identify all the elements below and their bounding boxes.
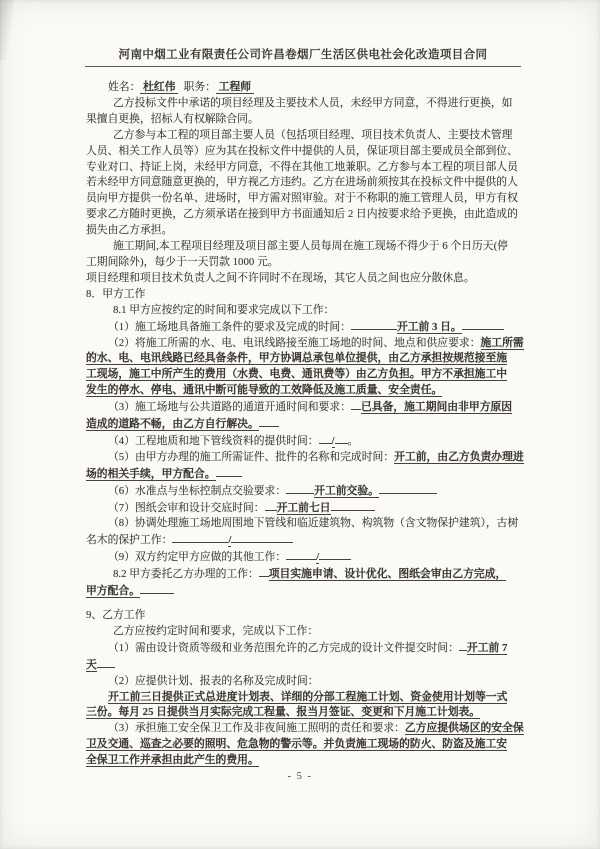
text-segment: （4）工程地质和地下管线资料的提供时间： [108,434,319,447]
filled-in-text: 乙方应提供场区的安全保 [404,722,524,735]
document-line [86,175,524,191]
text-segment: （9）双方约定甲方应做的其他工作： [108,551,287,564]
text-segment: （2）应提供计划、报表的名称及完成时间： [108,674,319,687]
document-body [86,80,524,769]
blank-underline [319,549,351,560]
document-line [86,96,524,112]
document-line [86,128,524,144]
document-line [86,223,524,239]
filled-in-text: 造成的道路不畅，由乙方自行解决。 [86,418,259,431]
document-line [86,566,524,583]
document-line [86,287,524,303]
blank-underline [335,433,348,444]
document-line [86,640,524,657]
scan-smudge [0,0,14,60]
blank-underline [216,466,242,477]
document-line [86,399,524,416]
text-segment: 名木的保护工作： [86,534,173,547]
blank-underline [286,549,316,560]
text-segment: （7）图纸会审和设计交底时间： [108,501,265,514]
document-line [86,500,524,517]
document-line [86,433,524,450]
blank-underline [97,657,115,668]
document-line [86,737,524,753]
filled-in-text: 开工前交验。 [314,484,379,497]
text-segment: （8）协调处理施工场地周围地下管线和临近建筑物、构筑物（含文物保护建筑），古树 [108,517,519,530]
text-segment: 乙方投标文件中承诺的项目经理及主要技术人员，未经甲方同意，不得进行更换，如 [113,96,513,109]
document-line [86,624,524,640]
text-segment: （6）水准点与坐标控制点交验要求： [108,484,287,497]
text-segment: （2）将施工所需的水、电、电讯线路接至施工场地的时间、地点和供应要求： [108,336,481,349]
text-segment: 专业对口、持证上岗，未经甲方同意，不得在其他工地兼职。乙方参与本工程的项目部人员 [86,160,518,173]
document-line [86,160,524,176]
filled-in-text: 项目实施申请、设计优化、图纸会审由乙方完成， [268,568,507,581]
blank-underline [231,532,293,543]
text-segment: 要求乙方随时更换，乙方须承诺在接到甲方书面通知后 2 日内按要求给予更换，由此造成的 [86,208,518,221]
document-line [86,450,524,466]
filled-in-text: 发生的停水、停电、通讯中断可能导致的工效降低及施工质量、安全责任。 [86,384,443,397]
filled-in-text: 场的相关手续，甲方配合。 [86,467,216,480]
text-segment: 员向甲方提供一份名单、进场时，甲方需对照审验。对于不称职的施工管理人员，甲方有权 [86,192,518,205]
document-line [86,416,524,433]
filled-in-text: 工程师 [215,81,254,93]
filled-in-text: / [228,534,232,547]
document-line [86,516,524,532]
filled-in-text: 已具备，施工期间由非甲方原因 [360,401,513,414]
text-segment: 果擅自更换，招标人有权解除合同。 [86,112,259,125]
filled-in-text: 工现场，施工中所产生的费用（水费、电费、通讯费等）由乙方负担。甲方不承担施工中 [86,368,508,381]
text-segment: 项目经理和项目技术负责人之间不许同时不在现场，其它人员之间也应分散休息。 [86,271,475,284]
text-segment: 8.1 甲方应按约定的时间和要求完成以下工作： [113,303,335,316]
text-segment: 施工期间,本工程项目经理及项目部主要人员每周在施工现场不得少于 6 个日历天(停 [113,240,508,253]
blank-underline [351,319,397,330]
document-line [86,351,524,367]
document-line [86,112,524,128]
blank-underline [331,500,375,511]
document-line [86,271,524,287]
blank-underline [265,500,277,511]
document-line [86,144,524,160]
document-line [86,690,524,706]
document-line [86,367,524,383]
blank-underline [459,640,467,651]
filled-in-text: 全保卫工作并承担由此产生的费用。 [86,754,259,767]
document-line [86,466,524,483]
filled-in-text: 甲方配合。 [86,585,140,598]
filled-in-text: 开工前，由乙方负责办理进 [394,450,524,463]
document-line [86,583,524,600]
document-line [86,207,524,223]
text-segment: （3）承担施工安全保卫工作及非夜间施工照明的责任和要求： [108,722,405,735]
document-line [86,674,524,690]
filled-in-text: 天 [86,658,97,671]
document-line [86,383,524,399]
document-header [85,46,521,67]
filled-in-text: 开工前三日提供正式总进度计划表、详细的分部工程施工计划、资金使用计划等一式 [108,690,508,703]
text-segment: 。 [347,434,359,447]
filled-in-text: 开工前七日 [276,501,331,514]
blank-underline [286,483,314,494]
blank-underline [462,319,504,330]
text-segment: （3）施工场地与公共道路的通道开通时间和要求： [108,401,351,414]
filled-in-text: 卫及交通、巡查之必要的照明、危急物的警示等。并负责施工现场的防火、防盗及施工安 [86,738,508,751]
document-line [86,608,524,624]
document-line [86,483,524,500]
filled-in-text: 开工前 7 [466,641,508,654]
blank-underline [319,433,332,444]
document-line [86,80,524,96]
document-line [86,532,524,549]
filled-in-text: 三份。每月 25 日提供当月实际完成工程量、报当月签证、变更和下月施工计划表。 [86,706,481,719]
filled-in-text: / [331,434,335,447]
page-number: - 5 - [287,771,313,782]
document-line [86,303,524,319]
document-line [86,319,524,336]
text-segment: 乙方参与本工程的项目部主要人员（包括项目经理、项目技术负责人、主要技术管理 [113,128,513,141]
text-segment: 姓名： [108,81,141,93]
blank-underline [379,483,437,494]
text-segment: 人员、相关工作人员等）应为其在投标文件中提供的人员，保证项目部主要成员全部到位、 [86,144,518,157]
text-segment: 职务： [178,81,216,93]
blank-underline [140,583,174,594]
document-line [86,705,524,721]
filled-in-text: 的水、电、电讯线路已经具备条件，甲方协调总承包单位提供，由乙方承担按规范接至施 [86,352,508,365]
text-segment: （5）由甲方办理的施工所需证件、批件的名称和完成时间： [108,450,395,463]
text-segment: （1）施工场地具备施工条件的要求及完成的时间： [108,320,351,333]
document-line [86,239,524,255]
blank-underline [259,566,269,577]
filled-in-text: 开工前 3 日。 [396,320,462,333]
document-line [86,549,524,566]
text-segment: 损失由乙方承担。 [86,224,173,237]
text-segment: （1）需由设计资质等级和业务范围允许的乙方完成的设计文件提交时间： [108,641,459,654]
document-line [86,657,524,674]
filled-in-text: 施工所需 [480,336,524,349]
document-title: 河南中烟工业有限责任公司许昌卷烟厂生活区供电社会化改造项目合同 [118,49,488,61]
filled-in-text: 杜红伟 [140,81,179,93]
filled-in-text: / [316,551,320,564]
document-line [86,336,524,352]
document-line [86,753,524,769]
title-rule [85,66,521,67]
text-segment: 9、乙方工作 [86,609,146,621]
document-line [86,255,524,271]
blank-underline [259,416,279,427]
text-segment: 8．甲方工作 [86,287,146,300]
blank-underline [172,532,228,543]
text-segment: 工期间除外)，每少于一天罚款 1000 元。 [86,255,279,268]
document-line [86,721,524,737]
text-segment: 乙方应按约定时间和要求，完成以下工作： [113,624,319,637]
text-segment: 若未经甲方同意随意更换的，甲方视乙方违约。乙方在进场前须按其在投标文件中提供的人 [86,176,518,189]
document-line [86,191,524,207]
blank-underline [351,399,361,410]
text-segment: 8.2 甲方委托乙方办理的工作： [113,568,259,581]
